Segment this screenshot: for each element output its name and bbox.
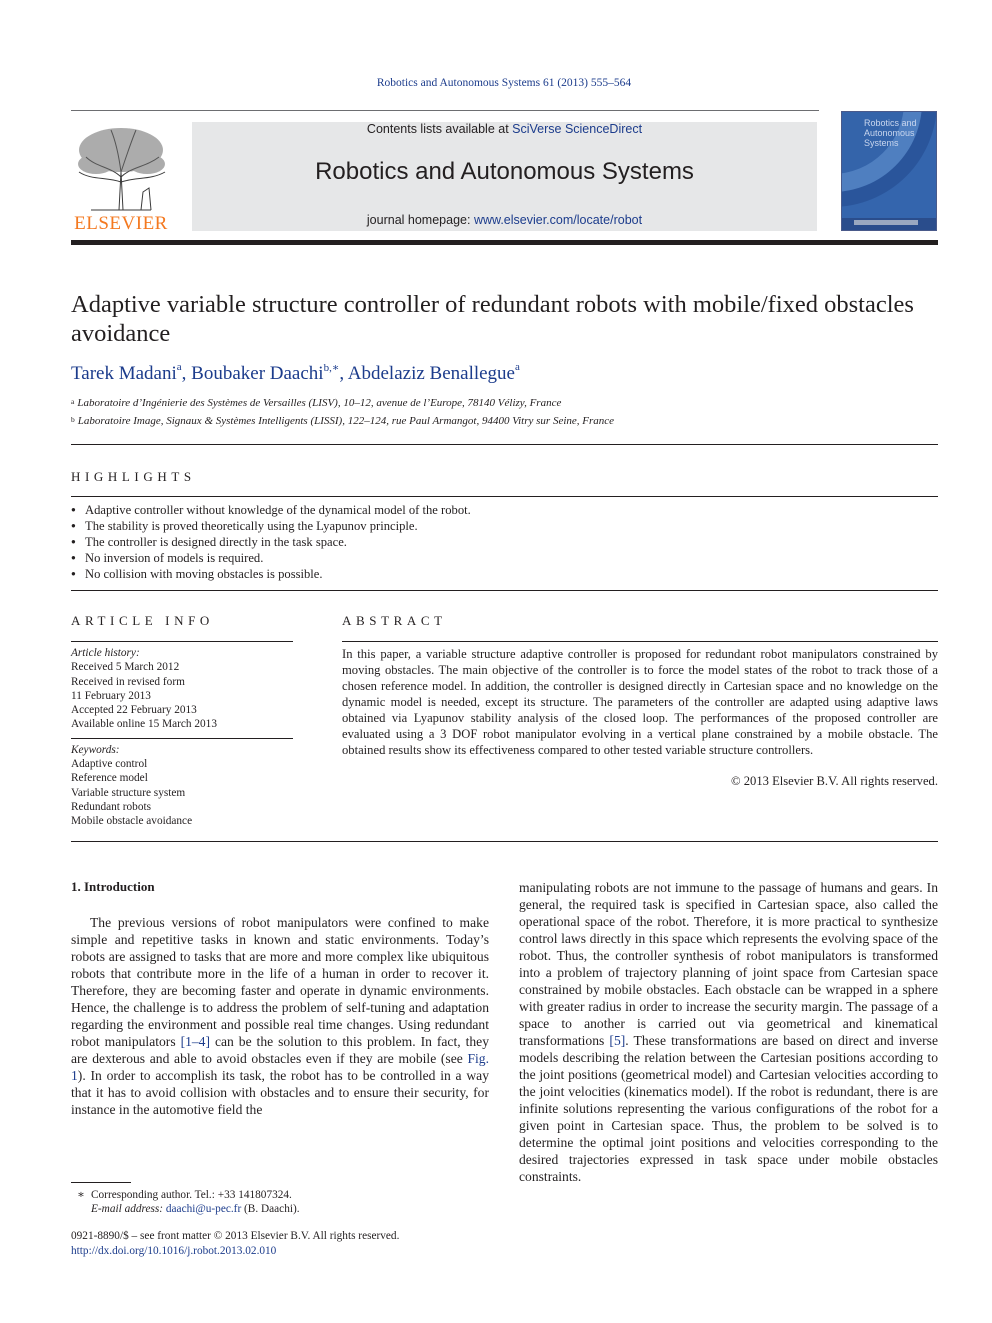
article-info-heading: ARTICLE INFO [71,613,214,628]
citation-link[interactable]: [1–4] [180,1034,211,1049]
author-affil-marker: b,∗ [323,362,340,374]
author-name[interactable]: Abdelaziz Benallegue [347,363,515,384]
footnote-rule [71,1182,131,1183]
highlight-item: ● The stability is proved theoretically using the Lyapunov principle. [71,518,471,534]
body-text: . These transformations are based on direct and inverse models describing the relation between the Cartesian positions according to the joint positions (geometrical model) and Cartesian velocities according to the joint velocities (kinematics model). If the robot is redundant, there is are infinite solutions representing the various configurations of the robot for a given point in Cartesian space. Thus, the problem to be solved is to determine the optimal joint positions and velocities corresponding to the desired trajectories expressed in task space under mobile obstacles constraints. [519,1033,938,1184]
body-text: ). In order to accomplish its task, the robot has to be controlled in a way that it has to avoid collision with obstacles and to ensure their security, for instance in the automotive field the [71,1068,489,1117]
body-column-left [71,914,489,1118]
elsevier-wordmark: ELSEVIER [74,213,168,234]
history-entry: 11 February 2013 [71,689,151,702]
affiliation-marker: b [71,415,75,424]
highlight-item: ● Adaptive controller without knowledge of the dynamical model of the robot. [71,502,471,518]
cover-title-line1: Robotics and [864,118,917,128]
body-text: can be the solution to this problem. In fact, they are dexterous and able to avoid obstacles even if they are mobile (see [71,1034,489,1066]
keyword: Mobile obstacle avoidance [71,815,193,828]
affiliation [71,415,614,427]
highlights-list [71,502,471,582]
keyword: Adaptive control [71,758,148,771]
author-name[interactable]: Tarek Madani [71,363,177,384]
abstract-text: In this paper, a variable structure adaptive controller is proposed for redundant robot manipulators constrained by moving obstacles. The main objective of the controller is to force the model states of the robot to track those of a chosen reference model. In addition, the controller is designed directly in Cartesian space and no knowledge on the dynamic model is needed, except its structure. The parameters of the controller are adapted using adaptive laws obtained via Lyapunov stability analysis of the closed loop. The performances of the proposed controller are evaluated using a 3 DOF robot manipulator evolving in a vertical plane constrained by a mobile obstacle. The obtained results show its effectiveness compared to other tested variable structure controllers. [342,647,938,757]
section-divider [71,444,938,445]
email-note [91,1203,300,1215]
issn-line: 0921-8890/$ – see front matter © 2013 Elsevier B.V. All rights reserved. [71,1230,400,1242]
citation-link[interactable]: [5] [609,1033,626,1048]
history-entry: Received in revised form [71,675,185,688]
affiliation [71,397,561,409]
journal-cover-thumbnail[interactable] [841,111,937,231]
homepage-link[interactable]: www.elsevier.com/locate/robot [473,213,643,227]
contents-prefix: Contents lists available at [366,122,513,136]
history-entry: Received 5 March 2012 [71,661,180,674]
article-info-rule [71,641,293,642]
header-thick-rule [71,240,938,245]
email-label: E-mail address: [91,1203,164,1215]
body-text: The previous versions of robot manipulators were confined to make simple and repetitive tasks in known and static environments. Today’s robots are assigned to tasks that are more and more complex like ubiquitous robots that contribute more in the life of a human in order to recover it. Therefore, they are becoming faster and operate in dynamic environments. Hence, the challenge is to address the problem of self-tuning and adaptation regarding the environment and possible real time changes. Using redundant robot manipulators [71,915,489,1049]
body-column-right [519,879,938,1185]
journal-homepage [192,213,817,227]
cover-title-line2: Autonomous Systems [864,128,915,148]
copyright-notice: © 2013 Elsevier B.V. All rights reserved. [731,774,938,788]
affiliation-marker: a [71,397,75,406]
author-name[interactable]: Boubaker Daachi [191,363,324,384]
keyword: Redundant robots [71,800,152,813]
abstract-rule [342,641,938,642]
figure-link[interactable]: Fig. 1 [71,1051,489,1083]
header-rule [71,110,819,111]
homepage-prefix: journal homepage: [366,213,474,227]
footnote-star: ∗ [77,1189,85,1201]
highlight-item: ● No inversion of models is required. [71,550,471,566]
journal-title: Robotics and Autonomous Systems [315,158,694,185]
keywords-rule [71,738,293,739]
email-link[interactable]: daachi@u-pec.fr [165,1203,242,1215]
contents-availability [192,122,817,136]
corresponding-text: Corresponding author. Tel.: +33 141807324. [91,1189,292,1201]
abstract-heading: ABSTRACT [342,613,447,628]
keywords-label: Keywords: [71,743,120,756]
affiliation-text: Laboratoire d’Ingénierie des Systèmes de Versailles (LISV), 10–12, avenue de l’Europe, 78140 Vélizy, France [77,397,562,409]
history-entry: Accepted 22 February 2013 [71,704,197,717]
section-heading: 1. Introduction [71,879,155,894]
keyword: Variable structure system [71,786,186,799]
author-list: Tarek Madani$^a$, Boubaker Daachi$^{b,∗}$, Abdelaziz Benallegue$^a$ [71,361,520,384]
cover-title [864,118,936,148]
section-divider [71,841,938,842]
keyword: Reference model [71,772,148,785]
author-affil-marker: a [176,361,182,373]
article-title: Adaptive variable structure controller of redundant robots with mobile/fixed obstacles avoidance [71,291,914,347]
section-divider [71,590,938,591]
history-label: Article history: [71,647,140,659]
affiliation-text: Laboratoire Image, Signaux & Systèmes Intelligents (LISSI), 122–124, rue Paul Armangot, 94400 Vitry sur Seine, France [77,415,615,427]
history-entry: Available online 15 March 2013 [71,718,217,731]
article-info [71,646,293,829]
sciencedirect-link[interactable]: SciVerse ScienceDirect [512,122,643,136]
email-suffix: (B. Daachi). [241,1203,300,1215]
doi-link[interactable]: http://dx.doi.org/10.1016/j.robot.2013.02.010 [71,1245,277,1257]
highlights-heading: HIGHLIGHTS [71,469,196,484]
body-text: manipulating robots are not immune to the passage of humans and gears. In general, the required task is specified in Cartesian space, also called the operational space of the robot. Therefore, it is more practical to synthesize control laws directly in this space which represents the evolving space of the robot. Thus, the controller synthesis of robot manipulators is transformed into a problem of trajectory planning of joint space from Cartesian space constrained by mobile obstacles. Each obstacle can be wrapped in a sphere with greater radius in order to increase the security margin. The passage of a space to another is carried out via geometrical and kinematical transformations [519,880,938,1048]
highlights-rule [71,496,938,497]
journal-reference[interactable]: Robotics and Autonomous Systems 61 (2013) 555–564 [376,77,632,89]
author-affil-marker: a [515,361,520,373]
corresponding-author-note [71,1188,292,1201]
highlight-item: ● No collision with moving obstacles is possible. [71,566,471,582]
highlight-item: ● The controller is designed directly in the task space. [71,534,471,550]
